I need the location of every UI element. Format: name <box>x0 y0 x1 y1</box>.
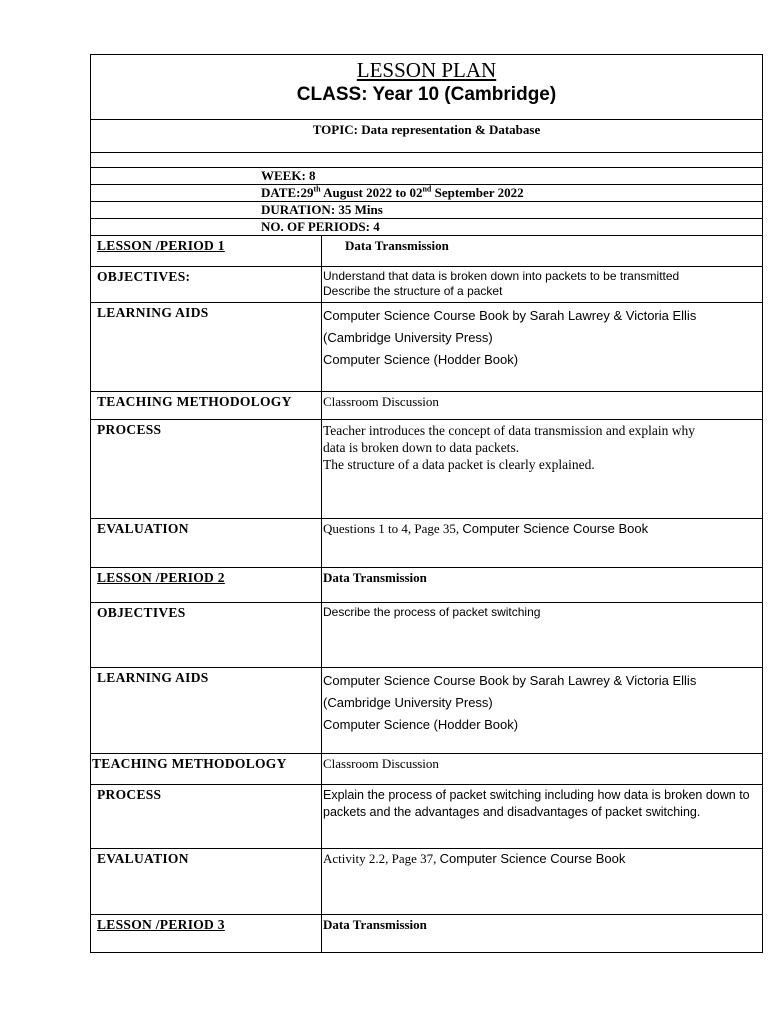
period2-method-row <box>91 754 763 785</box>
title-cell <box>91 55 763 120</box>
periods-text: NO. OF PERIODS: 4 <box>91 219 763 236</box>
date-row <box>91 185 763 202</box>
period1-objective-item: Understand that data is broken down into packets to be transmitted <box>323 269 680 283</box>
period1-aid-item: Computer Science (Hodder Book) <box>323 352 519 367</box>
period1-aids-label: LEARNING AIDS <box>91 303 322 392</box>
date-part-middle: August 2022 to 02 <box>320 185 423 200</box>
period1-objectives-label: OBJECTIVES: <box>91 267 322 303</box>
gap-row <box>91 153 763 168</box>
period1-method: Classroom Discussion <box>322 392 763 420</box>
period2-aids-label: LEARNING AIDS <box>91 668 322 754</box>
topic-text: TOPIC: Data representation & Database <box>312 122 541 137</box>
period1-objectives <box>322 267 763 303</box>
period2-process <box>322 785 763 849</box>
period3-title: Data Transmission <box>322 915 763 953</box>
period1-process-line: data is broken down to data packets. <box>323 440 520 455</box>
date-text <box>91 185 763 202</box>
period1-label: LESSON /PERIOD 1 <box>91 236 322 267</box>
week-row <box>91 168 763 185</box>
date-part-end: September 2022 <box>431 185 524 200</box>
period2-objectives-label: OBJECTIVES <box>91 603 322 668</box>
period2-evaluation <box>322 849 763 915</box>
period2-evaluation-label: EVALUATION <box>91 849 322 915</box>
period2-aid-item: (Cambridge University Press) <box>323 695 493 710</box>
period2-label: LESSON /PERIOD 2 <box>91 568 322 603</box>
period2-evaluation-row <box>91 849 763 915</box>
title-row <box>91 55 763 120</box>
period1-objectives-row <box>91 267 763 303</box>
week-text: WEEK: 8 <box>91 168 763 185</box>
period2-header-row <box>91 568 763 603</box>
period1-evaluation-label: EVALUATION <box>91 519 322 568</box>
period2-process-row <box>91 785 763 849</box>
gap-cell <box>91 153 763 168</box>
period1-aid-item: (Cambridge University Press) <box>323 330 493 345</box>
periods-row <box>91 219 763 236</box>
period1-evaluation-row <box>91 519 763 568</box>
period2-objectives: Describe the process of packet switching <box>322 603 763 668</box>
date-part-start: DATE:29 <box>261 185 314 200</box>
date-superscript-end: nd <box>422 184 432 194</box>
duration-text: DURATION: 35 Mins <box>91 202 763 219</box>
lesson-plan-table <box>90 54 763 953</box>
period2-method: Classroom Discussion <box>322 754 763 785</box>
period1-aids <box>322 303 763 392</box>
period1-process-row <box>91 420 763 519</box>
period1-aids-row <box>91 303 763 392</box>
period1-title: Data Transmission <box>322 236 763 267</box>
topic-row <box>91 120 763 153</box>
duration-row <box>91 202 763 219</box>
period2-evaluation-book: Computer Science Course Book <box>439 851 626 866</box>
period1-process-line: Teacher introduces the concept of data transmission and explain why <box>323 423 696 438</box>
period2-process-line: packets and the advantages and disadvantages of packet switching. <box>323 805 701 819</box>
period2-aids-row <box>91 668 763 754</box>
date-superscript-start: th <box>313 184 321 194</box>
period2-objectives-row <box>91 603 763 668</box>
period1-method-label: TEACHING METHODOLOGY <box>91 392 322 420</box>
period1-evaluation <box>322 519 763 568</box>
period2-evaluation-ref: Activity 2.2, Page 37, <box>323 851 440 866</box>
period1-header-row <box>91 236 763 267</box>
period2-title: Data Transmission <box>322 568 763 603</box>
document-title: LESSON PLAN <box>356 58 497 82</box>
period2-method-label: TEACHING METHODOLOGY <box>91 754 322 785</box>
period2-aids <box>322 668 763 754</box>
topic-cell <box>91 120 763 153</box>
period2-aid-item: Computer Science Course Book by Sarah Lawrey & Victoria Ellis <box>323 673 697 688</box>
period2-process-line: Explain the process of packet switching including how data is broken down to <box>323 788 750 802</box>
period1-evaluation-ref: Questions 1 to 4, Page 35, <box>323 521 463 536</box>
period3-label: LESSON /PERIOD 3 <box>91 915 322 953</box>
period1-method-row <box>91 392 763 420</box>
period1-aid-item: Computer Science Course Book by Sarah Lawrey & Victoria Ellis <box>323 308 697 323</box>
period1-process <box>322 420 763 519</box>
period3-header-row <box>91 915 763 953</box>
period1-objective-item: Describe the structure of a packet <box>323 284 503 298</box>
period2-process-label: PROCESS <box>91 785 322 849</box>
period1-process-line: The structure of a data packet is clearly explained. <box>323 457 595 472</box>
period2-aid-item: Computer Science (Hodder Book) <box>323 717 519 732</box>
lesson-plan-document <box>90 54 762 953</box>
class-line: CLASS: Year 10 (Cambridge) <box>296 84 557 105</box>
period1-evaluation-book: Computer Science Course Book <box>462 521 649 536</box>
period1-process-label: PROCESS <box>91 420 322 519</box>
